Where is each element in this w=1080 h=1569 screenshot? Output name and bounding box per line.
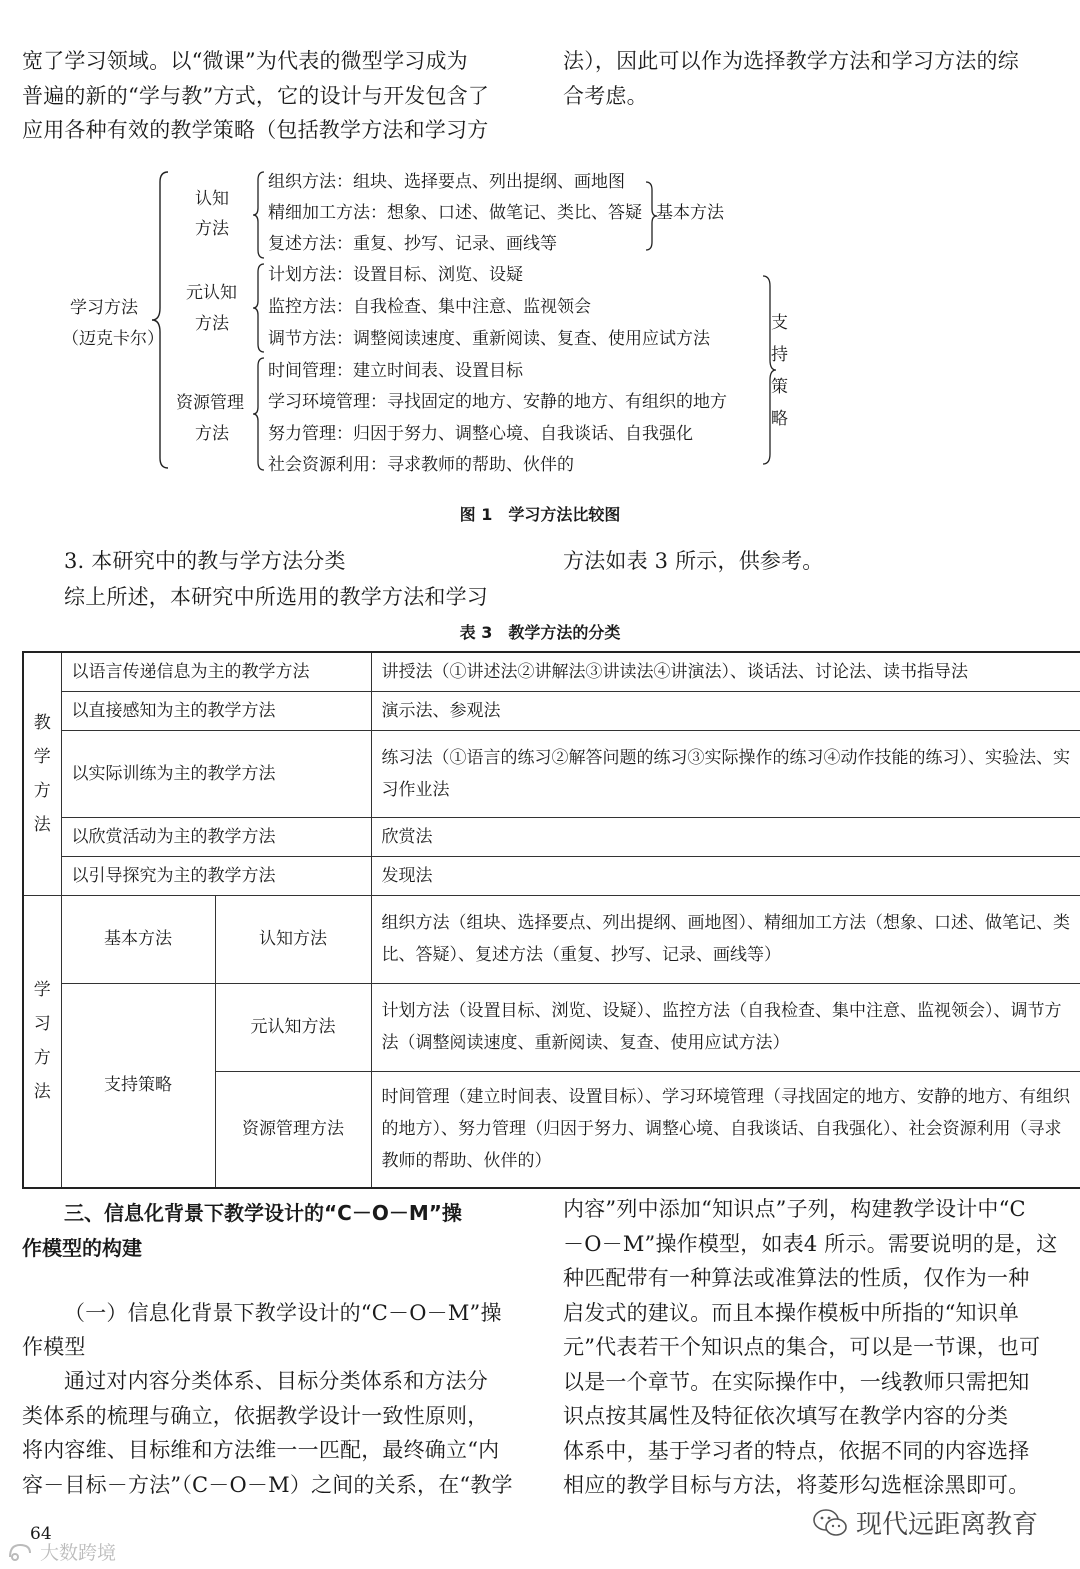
methods-cell: 练习法（①语言的练习②解答问题的练习③实际操作的练习④动作技能的练习）、实验法、实习作业法: [371, 730, 1080, 817]
table-row: [23, 983, 1080, 1071]
table-row: [23, 730, 1080, 817]
group-name-resource-sub: 方法: [195, 424, 229, 444]
item-line: 复述方法：重复、抄写、记录、画线等: [268, 234, 557, 254]
sub-cell: 元认知方法: [215, 983, 371, 1071]
text-line: 将内容维、目标维和方法维一一匹配，最终确立“内: [22, 1438, 500, 1462]
text-line: 通过对内容分类体系、目标分类体系和方法分: [64, 1369, 488, 1393]
bottom-watermark: [6, 1538, 116, 1565]
label-char: 方: [33, 1048, 51, 1069]
figure-root-label: 学习方法: [70, 298, 138, 318]
item-line: 学习环境管理：寻找固定的地方、安静的地方、有组织的地方: [268, 392, 727, 412]
support-label-char: 支: [771, 313, 788, 333]
item-line: 精细加工方法：想象、口述、做笔记、类比、答疑: [268, 203, 642, 223]
basic-method-label: 基本方法: [656, 203, 724, 223]
methods-cell: 讲授法（①讲述法②讲解法③讲读法④讲演法）、谈话法、讨论法、读书指导法: [371, 652, 1080, 691]
label-char: 学: [33, 980, 51, 1001]
brace-resource-icon: [252, 356, 266, 472]
section3-right-line: 方法如表 3 所示，供参考。: [563, 549, 824, 573]
support-label-char: 持: [771, 345, 788, 365]
methods-cell: 时间管理（建立时间表、设置目标）、学习环境管理（寻找固定的地方、安静的地方、有组织的地方）、努力管理（归因于努力、调整心境、自我谈话、自我强化）、社会资源利用（寻求教师的帮助、伙伴的）: [371, 1071, 1080, 1188]
text-line: －O－M”操作模型，如表4 所示。需要说明的是，这: [563, 1231, 1058, 1256]
category-cell: 以实际训练为主的教学方法: [61, 730, 371, 817]
table-3: [22, 651, 1080, 1189]
left-paragraph: [22, 1364, 530, 1502]
group-cell: 基本方法: [61, 895, 215, 983]
label-char: 法: [33, 1082, 51, 1103]
text-line: 容－目标－方法”（C－O－M）之间的关系，在“教学: [22, 1472, 513, 1497]
methods-cell: 计划方法（设置目标、浏览、设疑）、监控方法（自我检查、集中注意、监视领会）、调节方法（调整阅读速度、重新阅读、复查、使用应试方法）: [371, 983, 1080, 1071]
text-line: 内容”列中添加“知识点”子列，构建教学设计中“C: [563, 1197, 1026, 1221]
methods-cell: 组织方法（组块、选择要点、列出提纲、画地图）、精细加工方法（想象、口述、做笔记、类比、答疑）、复述方法（重复、抄写、记录、画线等）: [371, 895, 1080, 983]
page-number: 64: [30, 1524, 52, 1544]
table-row: [23, 652, 1080, 691]
bottom-watermark-text: 大数跨境: [40, 1542, 117, 1564]
teaching-methods-label: [23, 652, 61, 895]
table-row: [23, 895, 1080, 983]
item-line: 计划方法：设置目标、浏览、设疑: [268, 265, 523, 285]
watermark: [812, 1504, 1038, 1541]
item-line: 努力管理：归因于努力、调整心境、自我谈话、自我强化: [268, 424, 693, 444]
text-line: 类体系的梳理与确立，依据教学设计一致性原则，: [22, 1403, 489, 1428]
support-label-char: 略: [771, 409, 788, 429]
category-cell: 以直接感知为主的教学方法: [61, 691, 371, 730]
group-name-cognitive-sub: 方法: [195, 219, 229, 239]
group-name-metacognitive-sub: 方法: [195, 314, 229, 334]
label-char: 教: [33, 712, 51, 733]
wechat-icon: [812, 1508, 848, 1538]
section3-heading: 3. 本研究中的教与学方法分类: [64, 549, 346, 573]
label-char: 习: [33, 1014, 51, 1035]
main-brace-icon: [150, 170, 172, 470]
text-line: 启发式的建议。而且本操作模板中所指的“知识单: [563, 1300, 1020, 1325]
subheading-cont: 作模型: [22, 1335, 86, 1359]
text-line: 相应的教学目标与方法，将菱形勾选框涂黑即可。: [563, 1473, 1030, 1497]
brace-cognitive-icon: [252, 170, 266, 260]
sub-cell: 资源管理方法: [215, 1071, 371, 1188]
brand-logo-icon: [6, 1541, 34, 1563]
group-name-resource: 资源管理: [176, 393, 244, 413]
text-line: 体系中，基于学习者的特点，依据不同的内容选择: [563, 1438, 1030, 1463]
methods-cell: 演示法、参观法: [371, 691, 1080, 730]
text-line: 种匹配带有一种算法或准算法的性质，仅作为一种: [563, 1266, 1030, 1290]
item-line: 组织方法：组块、选择要点、列出提纲、画地图: [268, 172, 625, 192]
subheading: （一）信息化背景下教学设计的“C－O－M”操: [64, 1301, 502, 1325]
section3-left-line: 综上所述，本研究中所选用的教学方法和学习: [64, 585, 488, 609]
text-line: 合考虑。: [563, 83, 648, 108]
group-name-cognitive: 认知: [195, 189, 229, 209]
category-cell: 以引导探究为主的教学方法: [61, 856, 371, 895]
figure-root-label-sub: （迈克卡尔）: [62, 329, 164, 349]
text-line: 普遍的新的“学与教”方式，它的设计与开发包含了: [22, 83, 490, 108]
methods-cell: 欣赏法: [371, 817, 1080, 856]
table-caption: 表 3 教学方法的分类: [459, 623, 621, 642]
table-row: [23, 691, 1080, 730]
table-row: [23, 817, 1080, 856]
brace-metacognitive-icon: [252, 262, 266, 354]
label-char: 学: [33, 746, 51, 767]
category-cell: 以语言传递信息为主的教学方法: [61, 652, 371, 691]
support-label-char: 策: [771, 377, 788, 397]
text-line: 应用各种有效的教学策略（包括教学方法和学习方: [22, 118, 489, 142]
section-heading-cont: 作模型的构建: [22, 1236, 142, 1260]
right-paragraph: [563, 1192, 1068, 1503]
item-line: 监控方法：自我检查、集中注意、监视领会: [268, 297, 591, 317]
text-line: 识点按其属性及特征依次填写在教学内容的分类: [563, 1404, 1009, 1428]
sub-cell: 认知方法: [215, 895, 371, 983]
text-line: 法），因此可以作为选择教学方法和学习方法的综: [563, 49, 1019, 73]
item-line: 调节方法：调整阅读速度、重新阅读、复查、使用应试方法: [268, 329, 710, 349]
item-line: 社会资源利用：寻求教师的帮助、伙伴的: [268, 455, 574, 475]
group-name-metacognitive: 元认知: [186, 283, 237, 303]
category-cell: 以欣赏活动为主的教学方法: [61, 817, 371, 856]
watermark-text: 现代远距离教育: [856, 1510, 1039, 1540]
text-line: 以是一个章节。在实际操作中，一线教师只需把知: [563, 1369, 1030, 1394]
figure-1: [0, 0, 1080, 500]
methods-cell: 发现法: [371, 856, 1080, 895]
section-heading: 三、信息化背景下教学设计的“C－O－M”操: [64, 1201, 462, 1225]
text-line: 元”代表若干个知识点的集合，可以是一节课，也可: [563, 1335, 1041, 1359]
text-line: 宽了学习领域。以“微课”为代表的微型学习成为: [22, 49, 468, 73]
table-row: [23, 856, 1080, 895]
label-char: 方: [33, 780, 51, 801]
item-line: 时间管理：建立时间表、设置目标: [268, 361, 523, 381]
label-char: 法: [33, 814, 51, 835]
figure-caption: 图 1 学习方法比较图: [459, 505, 621, 524]
learning-methods-label: [23, 895, 61, 1188]
group-cell: 支持策略: [61, 983, 215, 1188]
